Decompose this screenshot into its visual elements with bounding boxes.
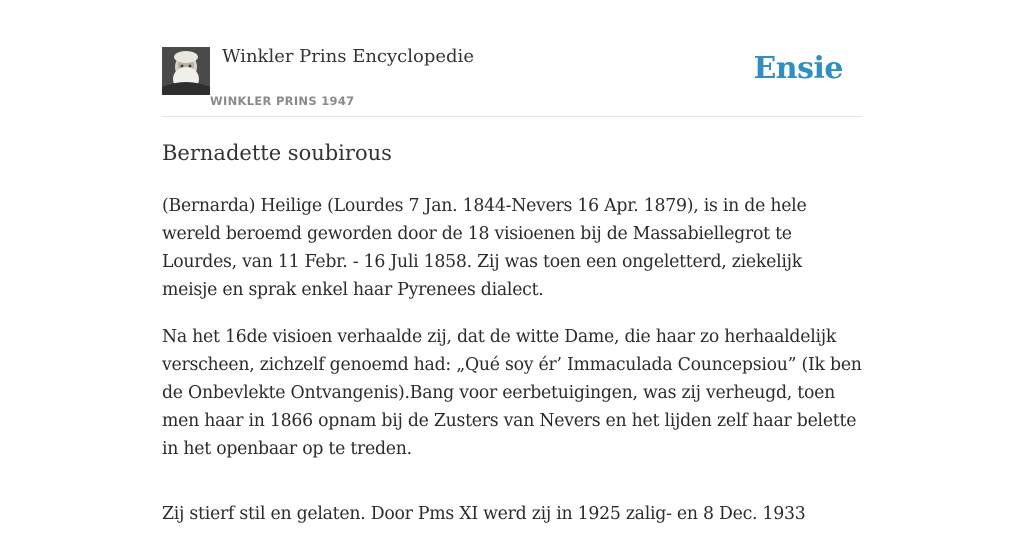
article-body — [162, 192, 862, 547]
source-header — [162, 0, 862, 117]
article-title: Bernadette soubirous — [162, 141, 392, 165]
article-paragraph: Na het 16de visioen verhaalde zij, dat de witte Dame, die haar zo herhaaldelijk verscheen, zichzelf genoemd had: „Qué soy ér’ Immaculada Councepsiou” (Ik ben de Onbevlekte Ontvangenis).Bang voor eerbetuigingen, was zij verheugd, toen men haar in 1866 opnam bij de Zusters van Nevers en het lijden zelf haar belette in het openbaar op te treden. — [162, 327, 862, 459]
ensie-logo[interactable]: Ensie — [753, 51, 843, 86]
article-paragraph: (Bernarda) Heilige (Lourdes 7 Jan. 1844-Nevers 16 Apr. 1879), is in de hele wereld beroemd geworden door de 18 visioenen bij de Massabiellegrot te Lourdes, van 11 Febr. - 16 Juli 1858. Zij was toen een ongeletterd, ziekelijk meisje en sprak enkel haar Pyrenees dialect. — [162, 196, 807, 300]
source-title-link[interactable]: Winkler Prins Encyclopedie — [222, 46, 474, 67]
portrait-icon[interactable] — [162, 47, 210, 95]
page-container — [162, 0, 862, 524]
source-subtitle: WINKLER PRINS 1947 — [210, 94, 355, 108]
article-paragraph: Zij stierf stil en gelaten. Door Pms XI werd zij in 1925 zalig- en 8 Dec. 1933 — [162, 504, 806, 524]
